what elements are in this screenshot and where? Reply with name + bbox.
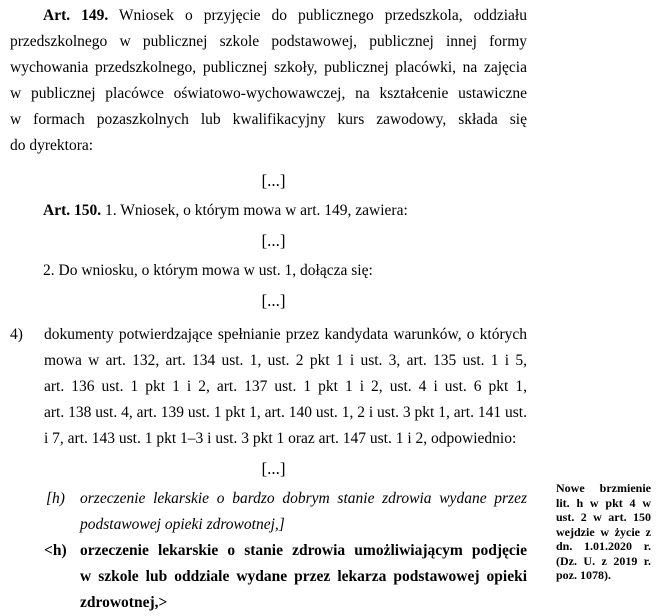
point-4-number: 4) <box>10 326 23 343</box>
point-4-line-2: mowa w art. 132, art. 134 ust. 1, ust. 2 pkt 1 i ust. 3, art. 135 ust. 1 i 5, <box>44 352 527 369</box>
point-4 <box>10 322 527 452</box>
point-4-line-5: i 7, art. 143 ust. 1 pkt 1–3 i ust. 3 pkt 1 oraz art. 147 ust. 1 i 2, odpowiednio: <box>44 430 517 447</box>
omission-marker: [...] <box>261 291 286 310</box>
margin-note-line-5: dn. 1.01.2020 r. <box>556 539 651 553</box>
article-149-line-1 <box>10 3 527 29</box>
margin-note-line-7: poz. 1078). <box>556 568 611 582</box>
document-body <box>10 3 527 616</box>
article-150-para-1-text: 1. Wniosek, o którym mowa w art. 149, zawiera: <box>101 202 408 219</box>
article-149-text: Wniosek o przyjęcie do publicznego przedszkola, oddziału <box>108 7 527 24</box>
margin-note <box>556 481 651 583</box>
letter-h-old-line-1: orzeczenie lekarskie o bardzo dobrym stanie zdrowia wydane przez <box>80 490 527 507</box>
letter-h-old-marker: [h) <box>46 490 65 507</box>
letter-h-old-line-2: podstawowej opieki zdrowotnej,] <box>80 516 285 533</box>
article-150-para-2: 2. Do wniosku, o którym mowa w ust. 1, dołącza się: <box>43 262 373 279</box>
omission-marker: [...] <box>261 459 286 478</box>
article-149-line-6: do dyrektora: <box>10 137 94 154</box>
point-4-line-1: dokumenty potwierdzające spełnianie przez kandydata warunków, o których <box>44 326 527 343</box>
margin-note-line-3: ust. 2 w art. 150 <box>556 510 651 524</box>
article-149-line-5: w formach pozaszkolnych lub kwalifikacyjny kurs zawodowy, składa się <box>10 111 527 128</box>
article-149 <box>10 3 527 159</box>
margin-note-line-6: (Dz. U. z 2019 r. <box>556 553 651 568</box>
letter-h-new-line-3: zdrowotnej,> <box>80 594 168 611</box>
point-4-line-4: art. 138 ust. 4, art. 139 ust. 1 pkt 1, art. 140 ust. 1, 2 i ust. 3 pkt 1, art. 141 ust. <box>44 404 527 421</box>
letter-h-new-line-2: w szkole lub oddziale wydane przez lekarza podstawowej opieki <box>80 568 527 585</box>
point-4-line-3: art. 136 ust. 1 pkt 1 i 2, art. 137 ust. 1 pkt 1 i 2, ust. 4 i ust. 6 pkt 1, <box>44 378 527 395</box>
article-149-line-4: w publicznej placówce oświatowo-wychowawczej, na kształcenie ustawiczne <box>10 85 527 102</box>
omission-marker: [...] <box>261 231 286 250</box>
letter-h-new-line-1: orzeczenie lekarskie o stanie zdrowia umożliwiającym podjęcie <box>80 542 527 559</box>
article-149-line-3: wychowania przedszkolnego, publicznej szkoły, publicznej placówki, na zajęcia <box>10 59 527 76</box>
margin-note-line-2: lit. h w pkt 4 w <box>556 495 651 510</box>
article-150-para-1 <box>10 198 527 224</box>
omission-marker: [...] <box>261 171 286 190</box>
article-150-label: Art. 150. <box>43 202 102 219</box>
margin-note-line-4: wejdzie w życie z <box>556 524 651 539</box>
letter-h-old-wording <box>46 486 527 538</box>
letter-h-new-marker: <h) <box>44 542 67 559</box>
article-149-line-2: przedszkolnego w publicznej szkole podstawowej, publicznej innej formy <box>10 33 527 50</box>
margin-note-line-1: Nowe brzmienie <box>556 481 651 495</box>
letter-h-new-wording <box>46 538 527 616</box>
article-149-label: Art. 149. <box>43 7 109 24</box>
